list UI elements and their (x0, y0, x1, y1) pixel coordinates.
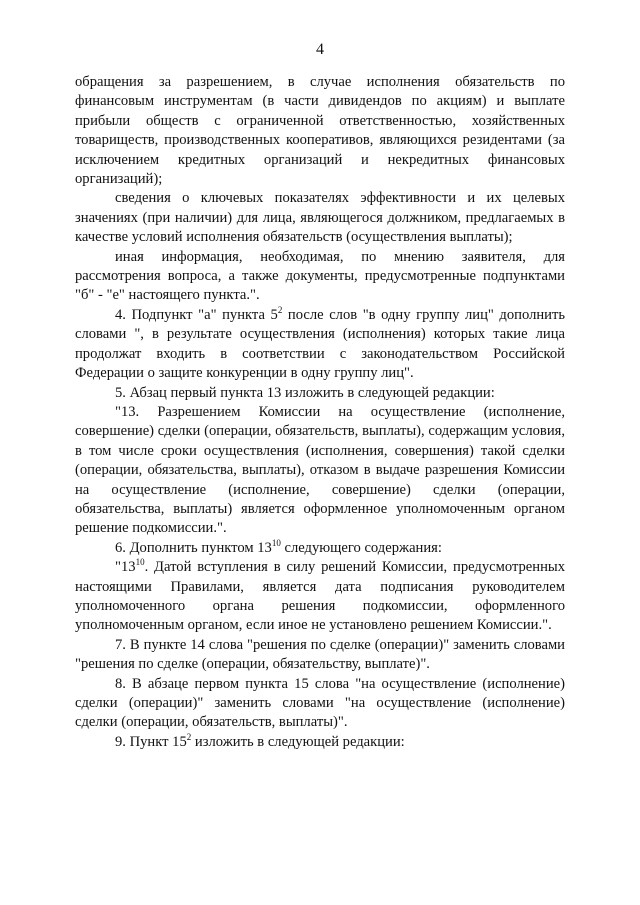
paragraph-other-information: иная информация, необходимая, по мнению заявителя, для рассмотрения вопроса, а также документы, предусмотренные подпунктами "б" - "е" настоящего пункта.". (75, 248, 565, 304)
paragraph-item-6 (75, 539, 565, 558)
item-6-text-after: следующего содержания: (280, 539, 442, 556)
item-9-superscript: 2 (186, 731, 192, 742)
page-number: 4 (316, 41, 324, 58)
paragraph-item-5: 5. Абзац первый пункта 13 изложить в следующей редакции: (115, 384, 495, 401)
item-4-superscript: 2 (277, 305, 283, 316)
paragraph-clause-13: "13. Разрешением Комиссии на осуществление (исполнение, совершение) сделки (операции, обязательств, выплаты), содержащим условия, в том числе сроки осуществления (исполнения, совершения) такой сделки (операции, обязательства, выплаты), отказом в выдаче разрешения Комиссии на осуществление (исполнение, совершение) сделки (операции, обязательства, выплаты) является оформленное уполномоченным органом решение подкомиссии.". (75, 403, 565, 537)
paragraph-item-7: 7. В пункте 14 слова "решения по сделке (операции)" заменить словами "решения по сделке (операции, обязательству, выплате)". (75, 636, 565, 673)
item-9-text-before: 9. Пункт 15 (115, 733, 187, 750)
paragraph-item-4 (75, 306, 565, 384)
paragraph-item-8: 8. В абзаце первом пункта 15 слова "на осуществление (исполнение) сделки (операции)" заменить словами "на осуществление (исполнение) сделки (операции, обязательств, выплаты)". (75, 675, 565, 731)
item-6-text-before: 6. Дополнить пунктом 13 (115, 539, 272, 556)
document-body (75, 73, 565, 752)
clause-13-10-text-after: . Датой вступления в силу решений Комиссии, предусмотренных настоящими Правилами, является дата подписания руководителем уполномоченного органа решения подкомиссии, оформленного уполномоченным органом, если иное не установлено решением Комиссии.". (75, 559, 565, 634)
paragraph-kpi-information: сведения о ключевых показателях эффективности и их целевых значениях (при наличии) для лица, являющегося должником, предлагаемых в качестве условий исполнения обязательств (осуществления выплаты); (75, 190, 565, 246)
clause-13-10-text-before: "13 (115, 559, 136, 576)
clause-13-10-superscript: 10 (135, 557, 145, 568)
item-4-text-before: 4. Подпункт "а" пункта 5 (115, 306, 278, 323)
paragraph-clause-13-10 (75, 558, 565, 636)
item-6-superscript: 10 (271, 537, 281, 548)
paragraph-reporting-requirements: обращения за разрешением, в случае исполнения обязательств по финансовым инструментам (в части дивидендов по акциям) и выплате прибыли обществ с ограниченной ответственностью, хозяйственных товариществ, производственных кооперативов, являющихся резидентами (за исключением кредитных организаций и некредитных финансовых организаций); (75, 74, 565, 188)
paragraph-item-9 (75, 733, 565, 752)
item-4-text-after: после слов "в одну группу лиц" дополнить словами ", в результате осуществления (исполнения) которых такие лица продолжат входить в соответствии с законодательством Российской Федерации о защите конкуренции в одну группу лиц". (75, 306, 566, 382)
item-9-text-after: изложить в следующей редакции: (191, 733, 405, 750)
